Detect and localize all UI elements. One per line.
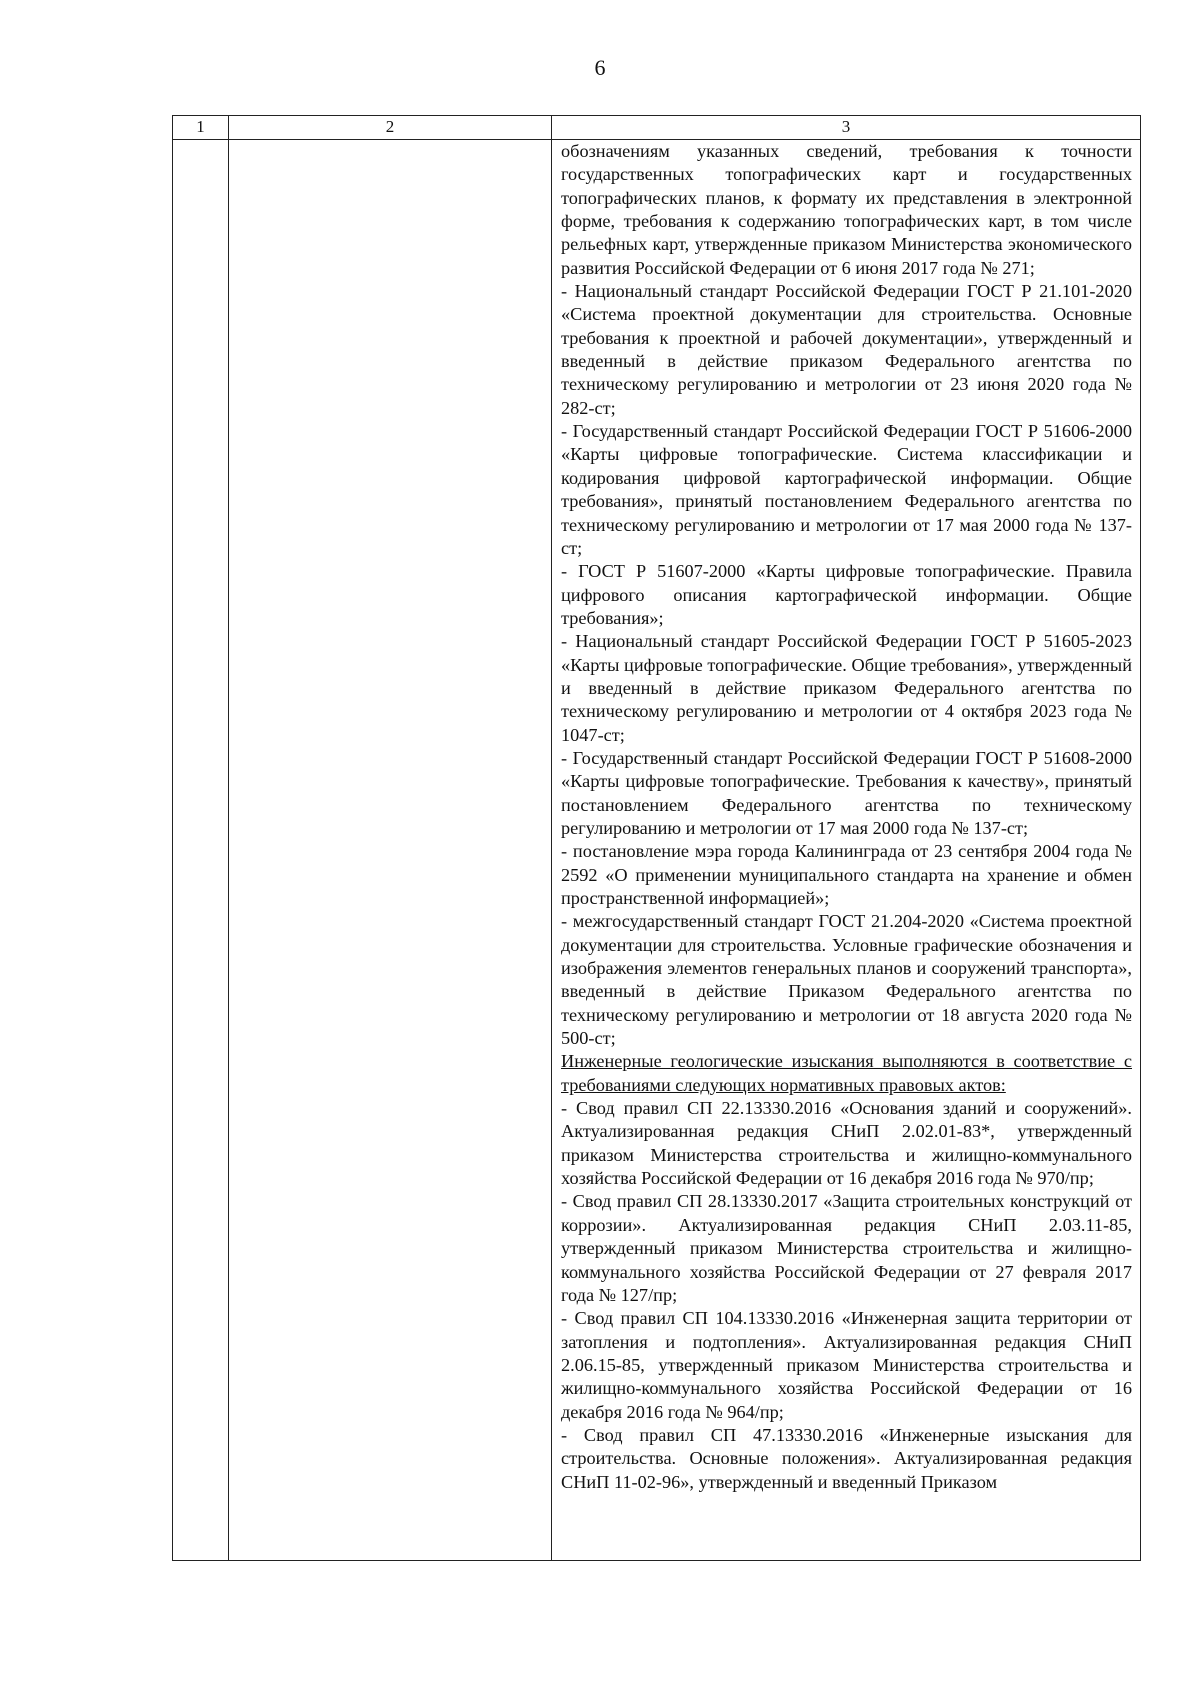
requirements-table — [172, 115, 1141, 1561]
paragraph: - постановление мэра города Калининграда от 23 сентября 2004 года № 2592 «О применении муниципального стандарта на хранение и обмен пространственной информацией»; — [561, 841, 1132, 908]
section-heading: Инженерные геологические изыскания выполняются в соответствие с требованиями следующих нормативных правовых актов: — [561, 1051, 1132, 1095]
paragraph: - Национальный стандарт Российской Федерации ГОСТ Р 51605-2023 «Карты цифровые топографические. Общие требования», утвержденный и введенный в действие приказом Федерального агентства по техническому регулированию и метрологии от 4 октября 2023 года № 1047-ст; — [561, 631, 1132, 745]
page-number: 6 — [594, 55, 606, 80]
header-cell-3: 3 — [552, 116, 1141, 140]
table-row — [173, 140, 1141, 1561]
paragraph: - Национальный стандарт Российской Федерации ГОСТ Р 21.101-2020 «Система проектной документации для строительства. Основные требования к проектной и рабочей документации», утвержденный и введенный в действие приказом Федерального агентства по техническому регулированию и метрологии от 23 июня 2020 года № 282-ст; — [561, 281, 1132, 418]
paragraph: - Государственный стандарт Российской Федерации ГОСТ Р 51608-2000 «Карты цифровые топографические. Требования к качеству», принятый постановлением Федерального агентства по техническому регулированию и метрологии от 17 мая 2000 года № 137-ст; — [561, 747, 1132, 838]
paragraph: - Свод правил СП 22.13330.2016 «Основания зданий и сооружений». Актуализированная редакция СНиП 2.02.01-83*, утвержденный приказом Министерства строительства и жилищно-коммунального хозяйства Российской Федерации от 16 декабря 2016 года № 970/пр; — [561, 1098, 1132, 1189]
paragraph: - Свод правил СП 47.13330.2016 «Инженерные изыскания для строительства. Основные положения». Актуализированная редакция СНиП 11-02-96», утвержденный и введенный Приказом — [561, 1424, 1132, 1492]
paragraph: - Свод правил СП 104.13330.2016 «Инженерная защита территории от затопления и подтопления». Актуализированная редакция СНиП 2.06.15-85, утвержденный приказом Министерства строительства и жилищно-коммунального хозяйства Российской Федерации от 16 декабря 2016 года № 964/пр; — [561, 1308, 1132, 1422]
paragraph: - Свод правил СП 28.13330.2017 «Защита строительных конструкций от коррозии». Актуализированная редакция СНиП 2.03.11-85, утвержденный приказом Министерства строительства и жилищно-коммунального хозяйства Российской Федерации от 27 февраля 2017 года № 127/пр; — [561, 1191, 1132, 1305]
column-3-cell — [552, 140, 1141, 1561]
column-2-cell — [229, 140, 552, 1561]
column-3-text — [552, 140, 1140, 1494]
paragraph: обозначениям указанных сведений, требования к точности государственных топографических карт и государственных топографических планов, к формату их представления в электронной форме, требования к содержанию топографических карт, в том числе рельефных карт, утвержденные приказом Министерства экономического развития Российской Федерации от 6 июня 2017 года № 271; — [561, 141, 1132, 278]
header-cell-1: 1 — [173, 116, 229, 140]
header-cell-2: 2 — [229, 116, 552, 140]
paragraph: - Государственный стандарт Российской Федерации ГОСТ Р 51606-2000 «Карты цифровые топографические. Система классификации и кодирования цифровой картографической информации. Общие требования», принятый постановлением Федерального агентства по техническому регулированию и метрологии от 17 мая 2000 года № 137-ст; — [561, 421, 1132, 558]
paragraph: - межгосударственный стандарт ГОСТ 21.204-2020 «Система проектной документации для строительства. Условные графические обозначения и изображения элементов генеральных планов и сооружений транспорта», введенный в действие Приказом Федерального агентства по техническому регулированию и метрологии от 18 августа 2020 года № 500-ст; — [561, 911, 1132, 1049]
column-1-cell — [173, 140, 229, 1561]
table-header-row — [173, 116, 1141, 140]
paragraph: - ГОСТ Р 51607-2000 «Карты цифровые топографические. Правила цифрового описания картографической информации. Общие требования»; — [561, 561, 1132, 628]
